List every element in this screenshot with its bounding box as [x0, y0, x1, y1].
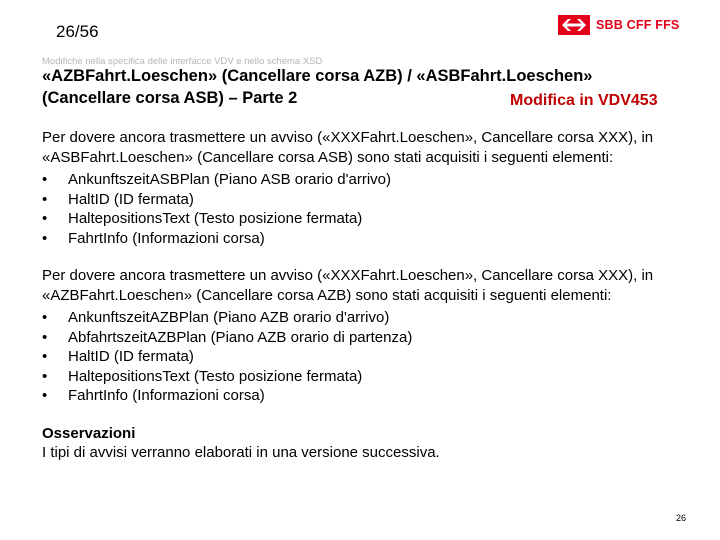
- notes-heading: Osservazioni: [42, 425, 136, 442]
- list-item: [42, 328, 412, 348]
- list-item: [42, 209, 391, 229]
- bullet-icon: •: [42, 348, 48, 365]
- list-item-text: FahrtInfo (Informazioni corsa): [68, 387, 265, 404]
- list-item-text: HaltepositionsText (Testo posizione fermata): [68, 367, 363, 385]
- section-2-list: [42, 308, 412, 406]
- logo-text: SBB CFF FFS: [596, 18, 680, 32]
- page-title-line-1: «AZBFahrt.Loeschen» (Cancellare corsa AZB) / «ASBFahrt.Loeschen»: [42, 67, 593, 85]
- bullet-icon: •: [42, 309, 48, 326]
- list-item: [42, 347, 412, 367]
- notes-text: I tipi di avvisi verranno elaborati in una versione successiva.: [42, 444, 440, 461]
- bullet-icon: •: [42, 190, 48, 208]
- list-item-text: AbfahrtszeitAZBPlan (Piano AZB orario di partenza): [68, 328, 413, 346]
- list-item-text: HaltepositionsText (Testo posizione fermata): [68, 210, 363, 227]
- list-item-text: AnkunftszeitAZBPlan (Piano AZB orario d'arrivo): [68, 309, 390, 326]
- modification-label: Modifica in VDV453: [510, 92, 658, 109]
- list-item: [42, 229, 391, 249]
- bullet-icon: •: [42, 229, 48, 247]
- list-item: [42, 190, 391, 210]
- list-item: [42, 170, 391, 190]
- bullet-icon: •: [42, 367, 48, 385]
- list-item-text: FahrtInfo (Informazioni corsa): [68, 229, 265, 247]
- bullet-icon: •: [42, 387, 48, 404]
- list-item: [42, 308, 412, 328]
- list-item-text: HaltID (ID fermata): [68, 348, 194, 365]
- section-1-intro: Per dovere ancora trasmettere un avviso («XXXFahrt.Loeschen», Cancellare corsa XXX), in «ASBFahrt.Loeschen» (Cancellare corsa ASB) sono stati acquisiti i seguenti elementi:: [42, 129, 654, 166]
- bullet-icon: •: [42, 210, 48, 227]
- sbb-logo: [558, 15, 679, 35]
- breadcrumb: Modifiche nella specifica delle interfacce VDV e nello schema XSD: [42, 56, 323, 67]
- list-item-text: AnkunftszeitASBPlan (Piano ASB orario d'arrivo): [68, 171, 392, 188]
- list-item: [42, 367, 412, 387]
- bullet-icon: •: [42, 328, 48, 346]
- section-2-intro: Per dovere ancora trasmettere un avviso («XXXFahrt.Loeschen», Cancellare corsa XXX), in «AZBFahrt.Loeschen» (Cancellare corsa AZB) sono stati acquisiti i seguenti elementi:: [42, 267, 654, 304]
- sbb-flag-arrows-icon: [558, 15, 590, 35]
- section-1-list: [42, 170, 391, 248]
- bullet-icon: •: [42, 171, 48, 188]
- list-item: [42, 386, 412, 406]
- page-counter: 26/56: [56, 22, 99, 41]
- page-title-line-2: (Cancellare corsa ASB) – Parte 2: [42, 89, 298, 107]
- list-item-text: HaltID (ID fermata): [68, 190, 194, 208]
- page-number: 26: [676, 513, 687, 523]
